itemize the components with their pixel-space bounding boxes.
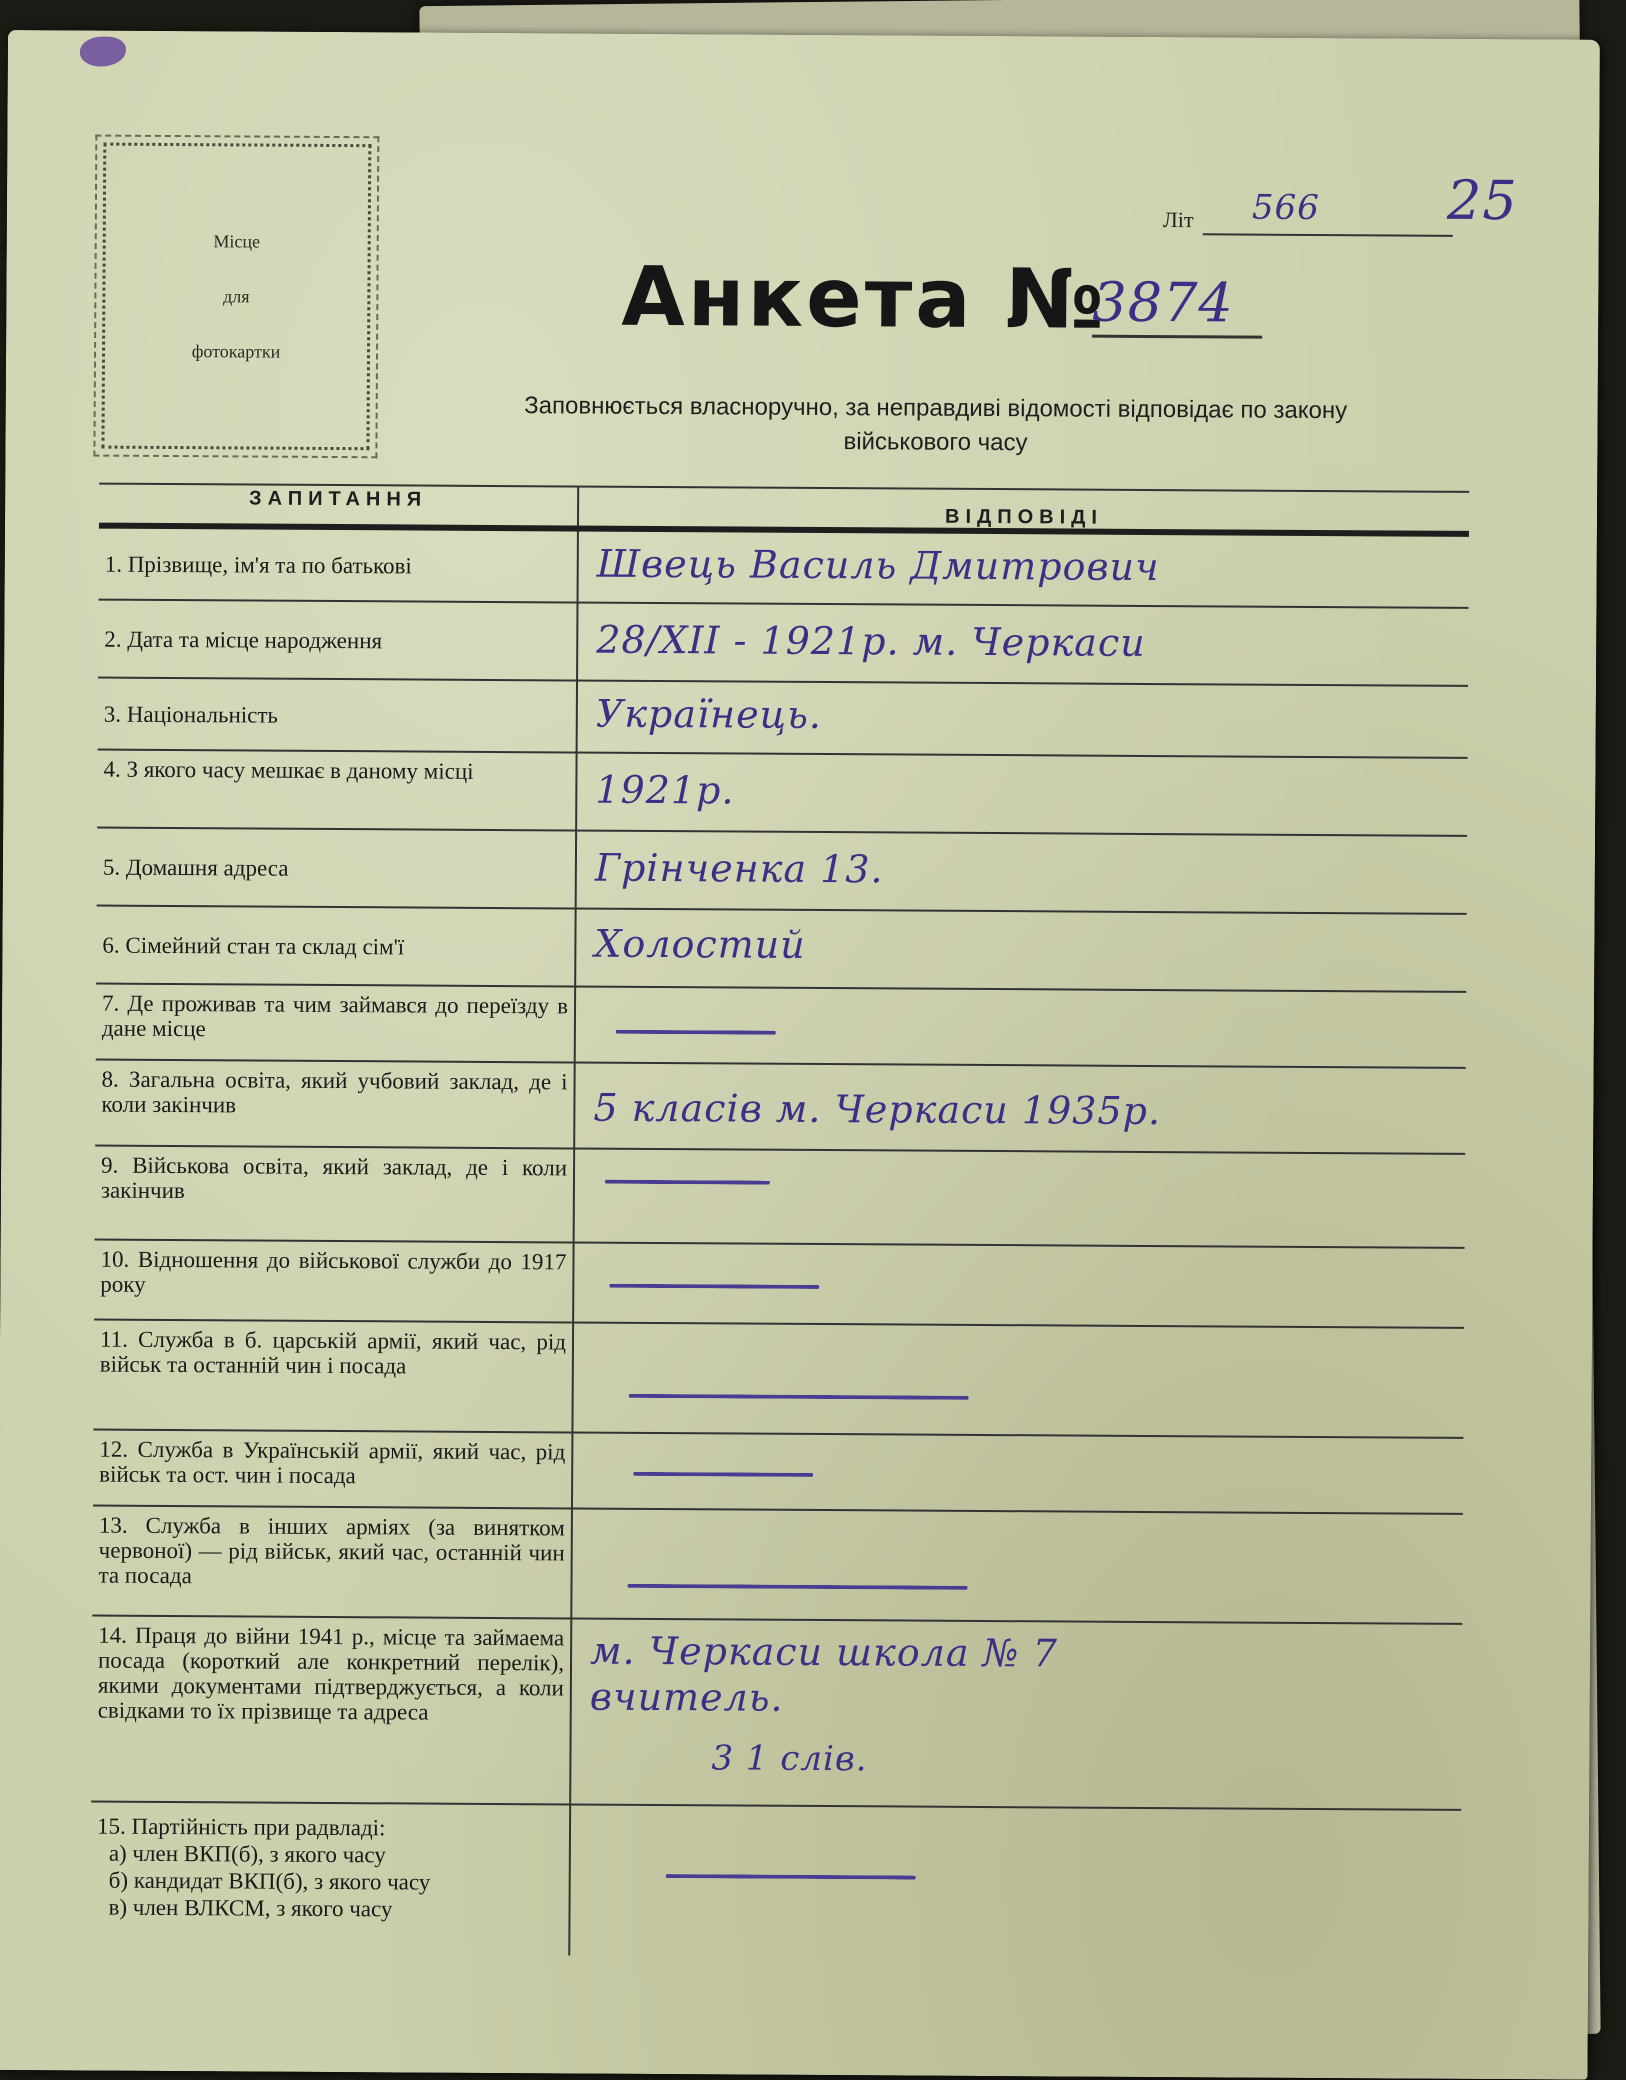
table-row (96, 907, 1466, 993)
answer-10-dash (609, 1284, 819, 1289)
question-15-c: в) член ВЛКСМ, з якого часу (108, 1894, 393, 1922)
photo-placeholder (101, 143, 371, 451)
answer-12-dash (633, 1472, 813, 1477)
answer-1: Швець Василь Дмитрович (596, 541, 1160, 590)
question-6: 6. Сімейний стан та склад сім'ї (96, 907, 576, 986)
question-2: 2. Дата та місце народження (98, 601, 578, 680)
answer-10-cell (574, 1243, 1464, 1326)
answer-4: 1921р. (595, 767, 735, 813)
answer-14-extra: 3 1 слів. (711, 1738, 868, 1780)
sheet-number: 25 (1446, 168, 1518, 233)
table-row (98, 601, 1468, 687)
answers-header: ВІДПОВІДІ (944, 505, 1104, 529)
lit-value: 566 (1251, 187, 1320, 229)
question-7: 7. Де проживав та чим займався до переїзду в дане місце (96, 985, 576, 1062)
photo-label-3: фотокартки (191, 340, 281, 362)
table-row (97, 829, 1467, 915)
table-row (97, 751, 1467, 837)
answer-7-cell (576, 987, 1466, 1066)
answer-9-cell (575, 1149, 1466, 1246)
table-row (90, 1803, 1461, 1961)
ink-blot (80, 36, 126, 66)
question-12: 12. Служба в Українській армії, який час, рід військ та ост. чин і посада (93, 1431, 573, 1508)
table-header (99, 483, 1469, 537)
answer-15-dash (666, 1874, 916, 1880)
table-row (93, 1321, 1464, 1439)
subtitle (405, 388, 1465, 462)
questions-header: ЗАПИТАННЯ (99, 485, 579, 526)
lit-field (1147, 187, 1467, 237)
answer-14-cell (571, 1619, 1462, 1808)
answer-13-dash (627, 1584, 967, 1590)
answer-4-cell (577, 753, 1467, 834)
anketa-number: 3874 (1092, 270, 1234, 335)
answer-8-cell (575, 1063, 1465, 1152)
subtitle-line-2: військового часу (843, 428, 1028, 457)
question-1: 1. Прізвище, ім'я та по батькові (99, 529, 579, 602)
photo-label-1: Місце (213, 230, 261, 252)
answer-12-cell (573, 1433, 1463, 1512)
answer-5: Грінченка 13. (594, 845, 884, 892)
photo-label-2: для (223, 285, 250, 306)
answer-6: Холостий (594, 921, 806, 967)
anketa-number-line (1092, 335, 1262, 339)
questionnaire-table (90, 483, 1469, 1961)
questionnaire-sheet (0, 30, 1600, 2080)
question-3: 3. Національність (98, 679, 578, 752)
table-row (96, 985, 1466, 1069)
answer-1-cell (579, 531, 1469, 606)
table-row (95, 1061, 1465, 1155)
question-8: 8. Загальна освіта, який учбовий заклад, де і коли закінчив (95, 1061, 576, 1148)
answer-14: м. Черкаси школа № 7 вчитель. (589, 1628, 1058, 1720)
lit-label: Літ (1162, 207, 1194, 233)
table-row (92, 1507, 1463, 1625)
answer-3-cell (578, 681, 1468, 756)
question-14: 14. Праця до війни 1941 р., місце та займаема посада (короткий але конкретний перелік), якими документами підтверджується, а коли свідками то їх прізвище та адреса (91, 1617, 572, 1804)
table-row (98, 679, 1468, 759)
table-row (99, 529, 1469, 609)
question-5: 5. Домашня адреса (97, 829, 577, 908)
question-10: 10. Відношення до військової служби до 1917 року (94, 1241, 574, 1322)
answer-8: 5 класів м. Черкаси 1935р. (593, 1085, 1162, 1134)
lit-line (1203, 233, 1453, 237)
answer-15-cell (570, 1805, 1461, 1960)
table-row (95, 1147, 1466, 1249)
table-row (93, 1431, 1463, 1515)
answer-6-cell (576, 909, 1466, 990)
question-9: 9. Військова освіта, який заклад, де і коли закінчив (95, 1147, 576, 1242)
table-row (94, 1241, 1464, 1329)
answer-5-cell (577, 831, 1467, 912)
answer-2-cell (578, 603, 1468, 684)
question-11: 11. Служба в б. царській армії, який час, рід військ та останній чин і посада (93, 1321, 574, 1432)
answer-9-dash (605, 1180, 770, 1185)
answer-3: Українець. (595, 691, 823, 737)
answer-7-dash (616, 1030, 776, 1035)
answer-11-cell (573, 1323, 1464, 1436)
page-title: Анкета № (621, 249, 1108, 348)
question-15-title: 15. Партійність при радвладі: (96, 1813, 386, 1841)
question-4: 4. З якого часу мешкає в даному місці (97, 751, 577, 830)
answer-13-cell (572, 1509, 1463, 1622)
question-15-b: б) кандидат ВКП(б), з якого часу (108, 1867, 431, 1895)
question-15-a: а) член ВКП(б), з якого часу (108, 1840, 386, 1868)
question-13: 13. Служба в інших арміях (за винятком червоної) — рід військ, який час, останній чин та посада (92, 1507, 573, 1618)
table-row (91, 1617, 1462, 1811)
answer-11-dash (629, 1394, 969, 1400)
answer-2: 28/XII - 1921р. м. Черкаси (596, 617, 1146, 665)
question-15 (90, 1803, 571, 1956)
subtitle-line-1: Заповнюється власноручно, за неправдиві відомості відповідає по закону (524, 392, 1348, 425)
